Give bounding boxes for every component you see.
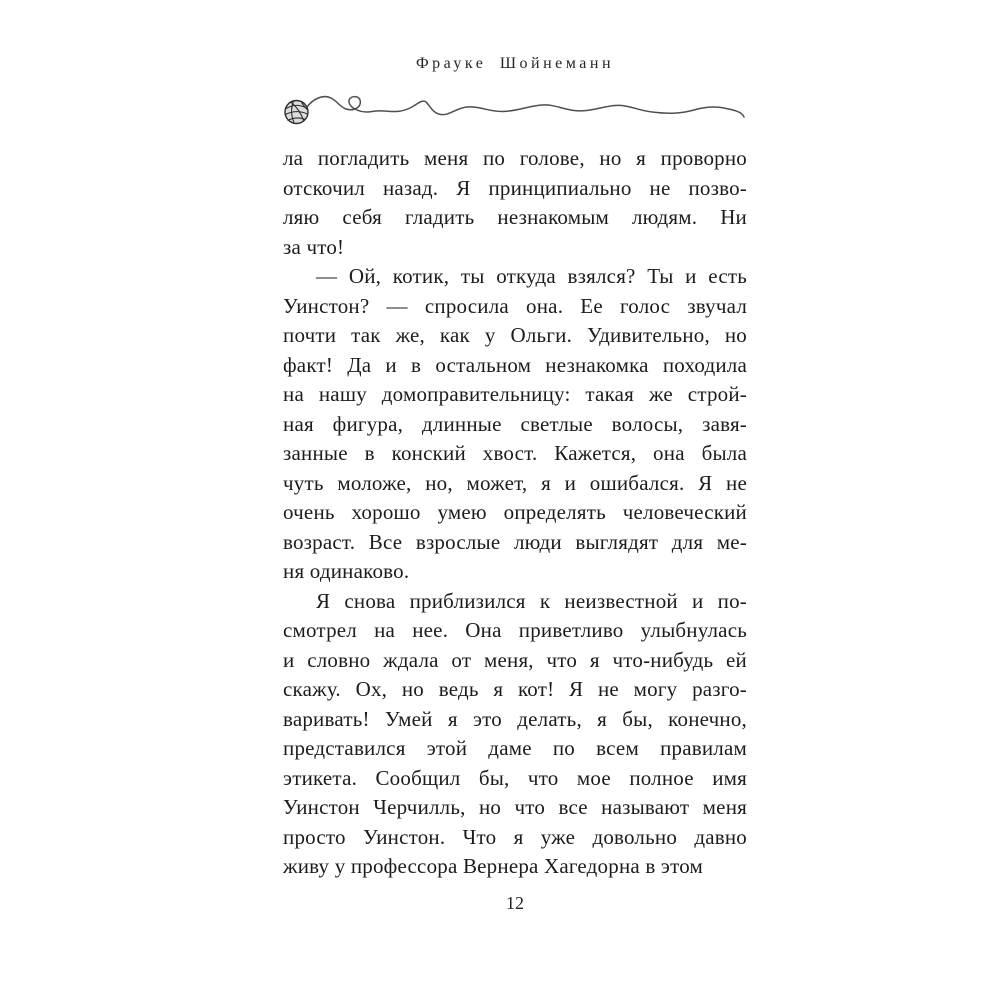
running-head-author: Фрауке Шойнеманн (415, 55, 614, 72)
text-line: возраст. Все взрослые люди выглядят для ме- (283, 529, 747, 554)
text-line: этикета. Сообщил бы, что мое полное имя (283, 765, 747, 790)
text-line: Уинстон Черчилль, но что все называют меня (283, 795, 747, 819)
paragraph (283, 144, 747, 262)
thread-squiggle-line (307, 97, 744, 117)
text-line: — Ой, котик, ты откуда взялся? Ты и есть (316, 264, 747, 288)
text-line: просто Уинстон. Что я уже довольно давно (283, 824, 747, 849)
text-line: смотрел на нее. Она приветливо улыбнулась (283, 618, 747, 642)
text-line: за что! (283, 234, 345, 259)
text-line: ня одинаково. (283, 559, 410, 583)
text-line: очень хорошо умею определять человеческий (283, 500, 747, 524)
text-line: и словно ждала от меня, что я что-нибудь ей (283, 647, 747, 672)
paragraph (283, 587, 747, 882)
text-line: ная фигура, длинные светлые волосы, завя- (283, 411, 747, 436)
text-line: почти так же, как у Ольги. Удивительно, но (283, 323, 747, 347)
page-number: 12 (506, 893, 524, 913)
page-body (283, 144, 747, 882)
chapter-ornament (283, 93, 747, 135)
yarn-ball-icon (285, 101, 308, 124)
text-line: отскочил назад. Я принципиально не позво- (283, 175, 747, 200)
text-line: на нашу домоправительницу: такая же строй- (283, 382, 747, 406)
text-line: занные в конский хвост. Кажется, она была (283, 441, 747, 465)
text-line: скажу. Ох, но ведь я кот! Я не могу разго- (283, 677, 747, 701)
text-line: варивать! Умей я это делать, я бы, конечно, (283, 706, 747, 731)
text-line: Я снова приблизился к неизвестной и по- (316, 588, 747, 613)
text-line: Уинстон? — спросила она. Ее голос звучал (283, 293, 747, 318)
text-line: чуть моложе, но, может, я и ошибался. Я не (283, 470, 747, 495)
paragraph (283, 262, 747, 587)
text-line: живу у профессора Вернера Хагедорна в этом (283, 854, 704, 878)
text-line: факт! Да и в остальном незнакомка походила (283, 352, 747, 377)
text-line: ла погладить меня по голове, но я проворно (283, 146, 747, 170)
content-column (283, 0, 747, 1000)
text-line: ляю себя гладить незнакомым людям. Ни (283, 205, 747, 229)
text-line: представился этой даме по всем правилам (283, 736, 747, 760)
